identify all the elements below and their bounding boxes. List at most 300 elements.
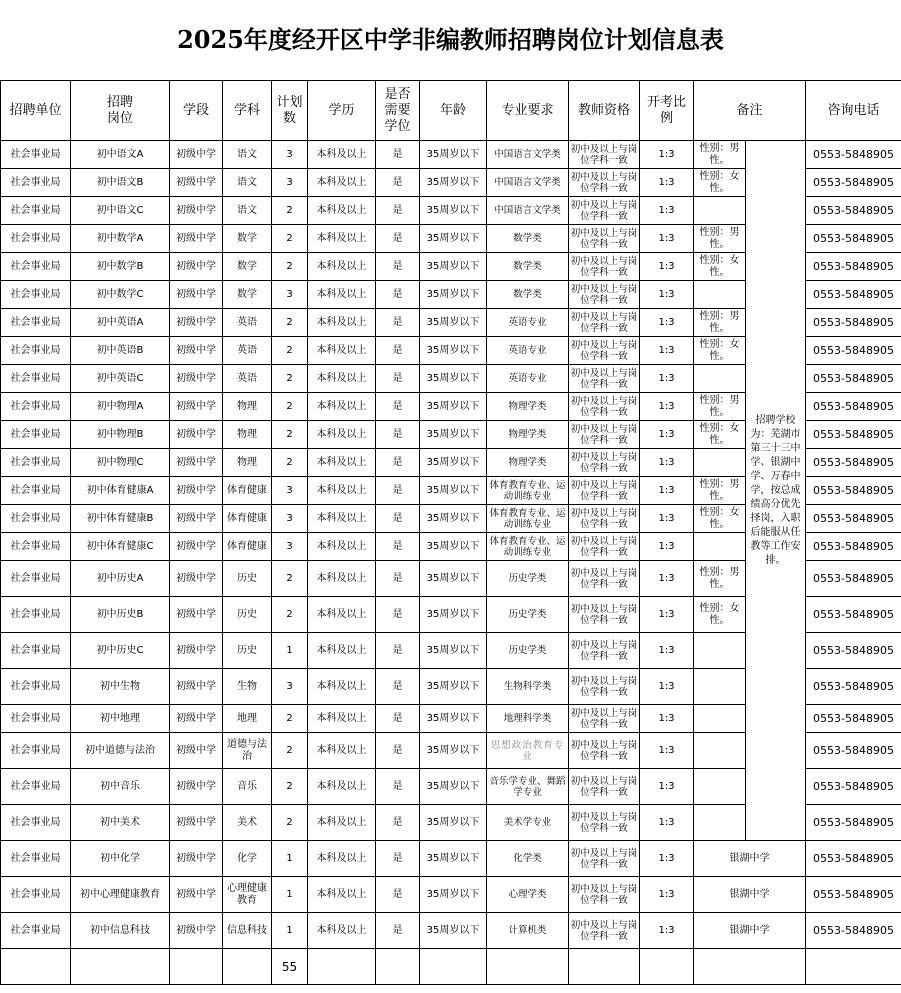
cell-ratio: 1:3 <box>640 805 694 841</box>
cell-remark: 性别：男性。 <box>694 225 746 253</box>
cell-remark <box>694 733 746 769</box>
cell-ratio: 1:3 <box>640 225 694 253</box>
cell-subject: 语文 <box>223 197 272 225</box>
cell-stage: 初级中学 <box>170 841 223 877</box>
cell-age: 35周岁以下 <box>420 141 487 169</box>
cell-remark <box>694 805 746 841</box>
cell-stage: 初级中学 <box>170 633 223 669</box>
cell-education: 本科及以上 <box>308 733 376 769</box>
cell-qualification: 初中及以上与岗位学科一致 <box>569 309 640 337</box>
cell-qualification: 初中及以上与岗位学科一致 <box>569 225 640 253</box>
cell-phone: 0553-5848905 <box>806 365 901 393</box>
cell-phone: 0553-5848905 <box>806 505 901 533</box>
cell-major: 历史学类 <box>487 561 569 597</box>
cell-degree-required: 是 <box>376 253 420 281</box>
page-title: 2025年度经开区中学非编教师招聘岗位计划信息表 <box>177 25 724 54</box>
cell-ratio: 1:3 <box>640 633 694 669</box>
cell-age: 35周岁以下 <box>420 309 487 337</box>
cell-stage: 初级中学 <box>170 477 223 505</box>
cell-plan-count: 2 <box>272 337 308 365</box>
cell-education: 本科及以上 <box>308 421 376 449</box>
cell-position: 初中信息科技 <box>71 913 170 949</box>
cell-major: 体育教育专业、运动训练专业 <box>487 505 569 533</box>
cell-education: 本科及以上 <box>308 705 376 733</box>
cell-ratio: 1:3 <box>640 841 694 877</box>
cell-stage: 初级中学 <box>170 669 223 705</box>
cell-degree-required: 是 <box>376 281 420 309</box>
cell-education: 本科及以上 <box>308 877 376 913</box>
cell-education: 本科及以上 <box>308 449 376 477</box>
cell-subject: 历史 <box>223 561 272 597</box>
cell-position: 初中音乐 <box>71 769 170 805</box>
cell-phone: 0553-5848905 <box>806 805 901 841</box>
cell-degree-required: 是 <box>376 705 420 733</box>
cell-remark: 性别：男性。 <box>694 393 746 421</box>
cell-education: 本科及以上 <box>308 669 376 705</box>
cell-stage: 初级中学 <box>170 769 223 805</box>
cell-ratio: 1:3 <box>640 561 694 597</box>
cell-phone: 0553-5848905 <box>806 253 901 281</box>
cell-major: 中国语言文学类 <box>487 169 569 197</box>
cell-qualification: 初中及以上与岗位学科一致 <box>569 421 640 449</box>
cell-stage: 初级中学 <box>170 449 223 477</box>
cell-stage: 初级中学 <box>170 877 223 913</box>
cell-plan-count: 2 <box>272 449 308 477</box>
cell-education: 本科及以上 <box>308 365 376 393</box>
cell-degree-required: 是 <box>376 309 420 337</box>
cell-stage: 初级中学 <box>170 393 223 421</box>
cell-ratio: 1:3 <box>640 337 694 365</box>
cell-phone: 0553-5848905 <box>806 477 901 505</box>
cell-phone: 0553-5848905 <box>806 197 901 225</box>
cell-position: 初中物理A <box>71 393 170 421</box>
cell-ratio: 1:3 <box>640 733 694 769</box>
cell-unit: 社会事业局 <box>1 561 71 597</box>
cell-major: 英语专业 <box>487 337 569 365</box>
cell-stage: 初级中学 <box>170 281 223 309</box>
cell-education: 本科及以上 <box>308 769 376 805</box>
cell-major: 计算机类 <box>487 913 569 949</box>
cell-education: 本科及以上 <box>308 597 376 633</box>
cell-unit: 社会事业局 <box>1 841 71 877</box>
cell-remark: 性别：女性。 <box>694 505 746 533</box>
cell-remark <box>694 281 746 309</box>
cell-stage: 初级中学 <box>170 533 223 561</box>
cell-education: 本科及以上 <box>308 141 376 169</box>
cell-position: 初中数学B <box>71 253 170 281</box>
cell-position: 初中物理C <box>71 449 170 477</box>
cell-unit: 社会事业局 <box>1 597 71 633</box>
cell-remark: 银湖中学 <box>694 841 806 877</box>
cell-ratio: 1:3 <box>640 877 694 913</box>
cell-phone: 0553-5848905 <box>806 281 901 309</box>
cell-age: 35周岁以下 <box>420 913 487 949</box>
cell-phone: 0553-5848905 <box>806 705 901 733</box>
cell-phone: 0553-5848905 <box>806 421 901 449</box>
cell-position: 初中语文C <box>71 197 170 225</box>
cell-remark: 性别：男性。 <box>694 309 746 337</box>
cell-subject: 英语 <box>223 337 272 365</box>
header-subject: 学科 <box>223 81 272 141</box>
header-age: 年龄 <box>420 81 487 141</box>
cell-position: 初中历史C <box>71 633 170 669</box>
cell-stage: 初级中学 <box>170 421 223 449</box>
cell-subject: 物理 <box>223 449 272 477</box>
cell-plan-count: 3 <box>272 281 308 309</box>
cell-unit: 社会事业局 <box>1 669 71 705</box>
cell-position: 初中语文B <box>71 169 170 197</box>
cell-position: 初中地理 <box>71 705 170 733</box>
cell-education: 本科及以上 <box>308 253 376 281</box>
cell-qualification: 初中及以上与岗位学科一致 <box>569 633 640 669</box>
cell-age: 35周岁以下 <box>420 253 487 281</box>
cell-plan-count: 3 <box>272 505 308 533</box>
cell-subject: 语文 <box>223 141 272 169</box>
cell-major: 数学类 <box>487 253 569 281</box>
cell-remark <box>694 533 746 561</box>
cell-phone: 0553-5848905 <box>806 877 901 913</box>
cell-major: 音乐学专业、舞蹈学专业 <box>487 769 569 805</box>
cell-age: 35周岁以下 <box>420 877 487 913</box>
cell-phone: 0553-5848905 <box>806 337 901 365</box>
total-empty-cell <box>1 949 71 985</box>
table-row <box>1 841 901 877</box>
header-position: 招聘 岗位 <box>71 81 170 141</box>
cell-phone: 0553-5848905 <box>806 913 901 949</box>
cell-plan-count: 2 <box>272 225 308 253</box>
cell-plan-count: 2 <box>272 705 308 733</box>
cell-remark <box>694 705 746 733</box>
cell-qualification: 初中及以上与岗位学科一致 <box>569 733 640 769</box>
cell-stage: 初级中学 <box>170 309 223 337</box>
cell-degree-required: 是 <box>376 877 420 913</box>
cell-position: 初中物理B <box>71 421 170 449</box>
cell-ratio: 1:3 <box>640 365 694 393</box>
cell-remark: 性别：男性。 <box>694 477 746 505</box>
total-empty-cell <box>806 949 901 985</box>
cell-degree-required: 是 <box>376 477 420 505</box>
cell-phone: 0553-5848905 <box>806 597 901 633</box>
cell-age: 35周岁以下 <box>420 337 487 365</box>
cell-unit: 社会事业局 <box>1 705 71 733</box>
cell-major: 物理学类 <box>487 421 569 449</box>
cell-remark <box>694 197 746 225</box>
cell-degree-required: 是 <box>376 449 420 477</box>
cell-unit: 社会事业局 <box>1 337 71 365</box>
cell-ratio: 1:3 <box>640 253 694 281</box>
cell-unit: 社会事业局 <box>1 733 71 769</box>
cell-education: 本科及以上 <box>308 477 376 505</box>
cell-age: 35周岁以下 <box>420 449 487 477</box>
cell-phone: 0553-5848905 <box>806 733 901 769</box>
cell-stage: 初级中学 <box>170 733 223 769</box>
cell-education: 本科及以上 <box>308 505 376 533</box>
cell-subject: 音乐 <box>223 769 272 805</box>
cell-unit: 社会事业局 <box>1 197 71 225</box>
cell-subject: 化学 <box>223 841 272 877</box>
cell-subject: 生物 <box>223 669 272 705</box>
cell-phone: 0553-5848905 <box>806 669 901 705</box>
cell-education: 本科及以上 <box>308 197 376 225</box>
cell-plan-count: 1 <box>272 913 308 949</box>
cell-age: 35周岁以下 <box>420 533 487 561</box>
cell-unit: 社会事业局 <box>1 633 71 669</box>
cell-stage: 初级中学 <box>170 197 223 225</box>
cell-subject: 美术 <box>223 805 272 841</box>
cell-subject: 体育健康 <box>223 477 272 505</box>
cell-qualification: 初中及以上与岗位学科一致 <box>569 805 640 841</box>
cell-subject: 英语 <box>223 309 272 337</box>
cell-ratio: 1:3 <box>640 421 694 449</box>
header-phone: 咨询电话 <box>806 81 901 141</box>
cell-remark: 银湖中学 <box>694 877 806 913</box>
cell-age: 35周岁以下 <box>420 769 487 805</box>
cell-education: 本科及以上 <box>308 337 376 365</box>
total-empty-cell <box>420 949 487 985</box>
cell-major: 中国语言文学类 <box>487 197 569 225</box>
cell-major: 英语专业 <box>487 309 569 337</box>
cell-major: 体育教育专业、运动训练专业 <box>487 533 569 561</box>
cell-phone: 0553-5848905 <box>806 393 901 421</box>
cell-major: 体育教育专业、运动训练专业 <box>487 477 569 505</box>
cell-qualification: 初中及以上与岗位学科一致 <box>569 197 640 225</box>
cell-ratio: 1:3 <box>640 281 694 309</box>
cell-degree-required: 是 <box>376 197 420 225</box>
cell-plan-count: 2 <box>272 309 308 337</box>
total-row <box>1 949 901 985</box>
header-major: 专业要求 <box>487 81 569 141</box>
total-empty-cell <box>308 949 376 985</box>
cell-position: 初中美术 <box>71 805 170 841</box>
cell-plan-count: 3 <box>272 477 308 505</box>
cell-plan-count: 3 <box>272 169 308 197</box>
cell-qualification: 初中及以上与岗位学科一致 <box>569 477 640 505</box>
cell-degree-required: 是 <box>376 141 420 169</box>
cell-stage: 初级中学 <box>170 141 223 169</box>
cell-age: 35周岁以下 <box>420 841 487 877</box>
cell-remark: 性别：女性。 <box>694 253 746 281</box>
cell-subject: 数学 <box>223 225 272 253</box>
cell-stage: 初级中学 <box>170 561 223 597</box>
cell-remark: 性别：男性。 <box>694 561 746 597</box>
cell-plan-count: 2 <box>272 253 308 281</box>
cell-major: 历史学类 <box>487 633 569 669</box>
cell-degree-required: 是 <box>376 169 420 197</box>
cell-remark <box>694 633 746 669</box>
cell-position: 初中数学A <box>71 225 170 253</box>
total-empty-cell <box>223 949 272 985</box>
cell-stage: 初级中学 <box>170 337 223 365</box>
cell-degree-required: 是 <box>376 841 420 877</box>
cell-subject: 物理 <box>223 393 272 421</box>
cell-stage: 初级中学 <box>170 505 223 533</box>
cell-ratio: 1:3 <box>640 197 694 225</box>
cell-unit: 社会事业局 <box>1 281 71 309</box>
cell-plan-count: 2 <box>272 597 308 633</box>
cell-age: 35周岁以下 <box>420 705 487 733</box>
cell-education: 本科及以上 <box>308 633 376 669</box>
cell-ratio: 1:3 <box>640 477 694 505</box>
cell-degree-required: 是 <box>376 913 420 949</box>
cell-plan-count: 3 <box>272 141 308 169</box>
header-degree-required: 是否 需要 学位 <box>376 81 420 141</box>
cell-stage: 初级中学 <box>170 805 223 841</box>
cell-plan-count: 2 <box>272 197 308 225</box>
cell-degree-required: 是 <box>376 805 420 841</box>
cell-position: 初中化学 <box>71 841 170 877</box>
cell-unit: 社会事业局 <box>1 533 71 561</box>
cell-position: 初中数学C <box>71 281 170 309</box>
cell-ratio: 1:3 <box>640 597 694 633</box>
cell-age: 35周岁以下 <box>420 633 487 669</box>
cell-age: 35周岁以下 <box>420 669 487 705</box>
cell-ratio: 1:3 <box>640 913 694 949</box>
cell-stage: 初级中学 <box>170 705 223 733</box>
cell-major: 心理学类 <box>487 877 569 913</box>
cell-unit: 社会事业局 <box>1 477 71 505</box>
cell-plan-count: 2 <box>272 769 308 805</box>
cell-degree-required: 是 <box>376 561 420 597</box>
cell-subject: 语文 <box>223 169 272 197</box>
cell-unit: 社会事业局 <box>1 769 71 805</box>
cell-stage: 初级中学 <box>170 253 223 281</box>
cell-education: 本科及以上 <box>308 309 376 337</box>
cell-plan-count: 1 <box>272 877 308 913</box>
cell-phone: 0553-5848905 <box>806 449 901 477</box>
cell-ratio: 1:3 <box>640 505 694 533</box>
cell-major: 历史学类 <box>487 597 569 633</box>
cell-age: 35周岁以下 <box>420 197 487 225</box>
cell-education: 本科及以上 <box>308 561 376 597</box>
cell-unit: 社会事业局 <box>1 169 71 197</box>
cell-position: 初中历史B <box>71 597 170 633</box>
cell-remark <box>694 449 746 477</box>
cell-age: 35周岁以下 <box>420 393 487 421</box>
cell-ratio: 1:3 <box>640 141 694 169</box>
cell-remark: 性别：女性。 <box>694 169 746 197</box>
cell-unit: 社会事业局 <box>1 505 71 533</box>
cell-subject: 英语 <box>223 365 272 393</box>
cell-degree-required: 是 <box>376 533 420 561</box>
cell-education: 本科及以上 <box>308 805 376 841</box>
cell-age: 35周岁以下 <box>420 505 487 533</box>
cell-qualification: 初中及以上与岗位学科一致 <box>569 253 640 281</box>
cell-unit: 社会事业局 <box>1 225 71 253</box>
cell-qualification: 初中及以上与岗位学科一致 <box>569 169 640 197</box>
cell-phone: 0553-5848905 <box>806 225 901 253</box>
cell-remark: 性别：女性。 <box>694 337 746 365</box>
cell-major: 生物科学类 <box>487 669 569 705</box>
cell-degree-required: 是 <box>376 505 420 533</box>
cell-unit: 社会事业局 <box>1 365 71 393</box>
cell-phone: 0553-5848905 <box>806 633 901 669</box>
cell-stage: 初级中学 <box>170 597 223 633</box>
cell-position: 初中历史A <box>71 561 170 597</box>
cell-qualification: 初中及以上与岗位学科一致 <box>569 705 640 733</box>
cell-age: 35周岁以下 <box>420 281 487 309</box>
cell-unit: 社会事业局 <box>1 393 71 421</box>
cell-age: 35周岁以下 <box>420 805 487 841</box>
cell-degree-required: 是 <box>376 733 420 769</box>
cell-age: 35周岁以下 <box>420 169 487 197</box>
cell-major: 美术学专业 <box>487 805 569 841</box>
cell-position: 初中语文A <box>71 141 170 169</box>
cell-phone: 0553-5848905 <box>806 841 901 877</box>
cell-age: 35周岁以下 <box>420 225 487 253</box>
total-empty-cell <box>569 949 640 985</box>
cell-qualification: 初中及以上与岗位学科一致 <box>569 769 640 805</box>
table-row <box>1 141 901 169</box>
recruitment-table <box>0 80 901 985</box>
total-empty-cell <box>170 949 223 985</box>
cell-position: 初中道德与法治 <box>71 733 170 769</box>
cell-remark: 性别：女性。 <box>694 421 746 449</box>
cell-position: 初中体育健康A <box>71 477 170 505</box>
header-ratio: 开考比 例 <box>640 81 694 141</box>
total-empty-cell <box>487 949 569 985</box>
cell-plan-count: 2 <box>272 393 308 421</box>
cell-remark <box>694 769 746 805</box>
cell-plan-count: 1 <box>272 841 308 877</box>
table-row <box>1 913 901 949</box>
total-empty-cell <box>640 949 694 985</box>
cell-education: 本科及以上 <box>308 169 376 197</box>
header-row <box>1 81 901 141</box>
cell-major: 物理学类 <box>487 449 569 477</box>
cell-unit: 社会事业局 <box>1 309 71 337</box>
cell-ratio: 1:3 <box>640 309 694 337</box>
cell-ratio: 1:3 <box>640 705 694 733</box>
cell-ratio: 1:3 <box>640 669 694 705</box>
cell-qualification: 初中及以上与岗位学科一致 <box>569 365 640 393</box>
merged-remark: 招聘学校为：芜湖市第三十三中学、银湖中学、万春中学，按总成绩高分优先择岗，入职后能服从任教等工作安排。 <box>746 141 806 841</box>
cell-degree-required: 是 <box>376 225 420 253</box>
cell-position: 初中生物 <box>71 669 170 705</box>
cell-plan-count: 3 <box>272 533 308 561</box>
cell-qualification: 初中及以上与岗位学科一致 <box>569 841 640 877</box>
cell-qualification: 初中及以上与岗位学科一致 <box>569 141 640 169</box>
cell-remark <box>694 669 746 705</box>
cell-major: 物理学类 <box>487 393 569 421</box>
total-empty-cell <box>694 949 806 985</box>
cell-plan-count: 1 <box>272 633 308 669</box>
cell-ratio: 1:3 <box>640 169 694 197</box>
cell-major: 数学类 <box>487 281 569 309</box>
header-remark: 备注 <box>694 81 806 141</box>
total-plan-count: 55 <box>272 949 308 985</box>
cell-stage: 初级中学 <box>170 913 223 949</box>
cell-qualification: 初中及以上与岗位学科一致 <box>569 597 640 633</box>
cell-major: 数学类 <box>487 225 569 253</box>
cell-education: 本科及以上 <box>308 393 376 421</box>
cell-remark: 性别：女性。 <box>694 597 746 633</box>
cell-degree-required: 是 <box>376 365 420 393</box>
cell-stage: 初级中学 <box>170 169 223 197</box>
cell-major: 英语专业 <box>487 365 569 393</box>
cell-position: 初中英语B <box>71 337 170 365</box>
cell-major: 思想政治教育专业 <box>487 733 569 769</box>
cell-qualification: 初中及以上与岗位学科一致 <box>569 281 640 309</box>
cell-qualification: 初中及以上与岗位学科一致 <box>569 669 640 705</box>
cell-degree-required: 是 <box>376 633 420 669</box>
header-unit: 招聘单位 <box>1 81 71 141</box>
cell-ratio: 1:3 <box>640 393 694 421</box>
cell-unit: 社会事业局 <box>1 877 71 913</box>
cell-position: 初中心理健康教育 <box>71 877 170 913</box>
cell-stage: 初级中学 <box>170 225 223 253</box>
cell-age: 35周岁以下 <box>420 733 487 769</box>
cell-age: 35周岁以下 <box>420 421 487 449</box>
